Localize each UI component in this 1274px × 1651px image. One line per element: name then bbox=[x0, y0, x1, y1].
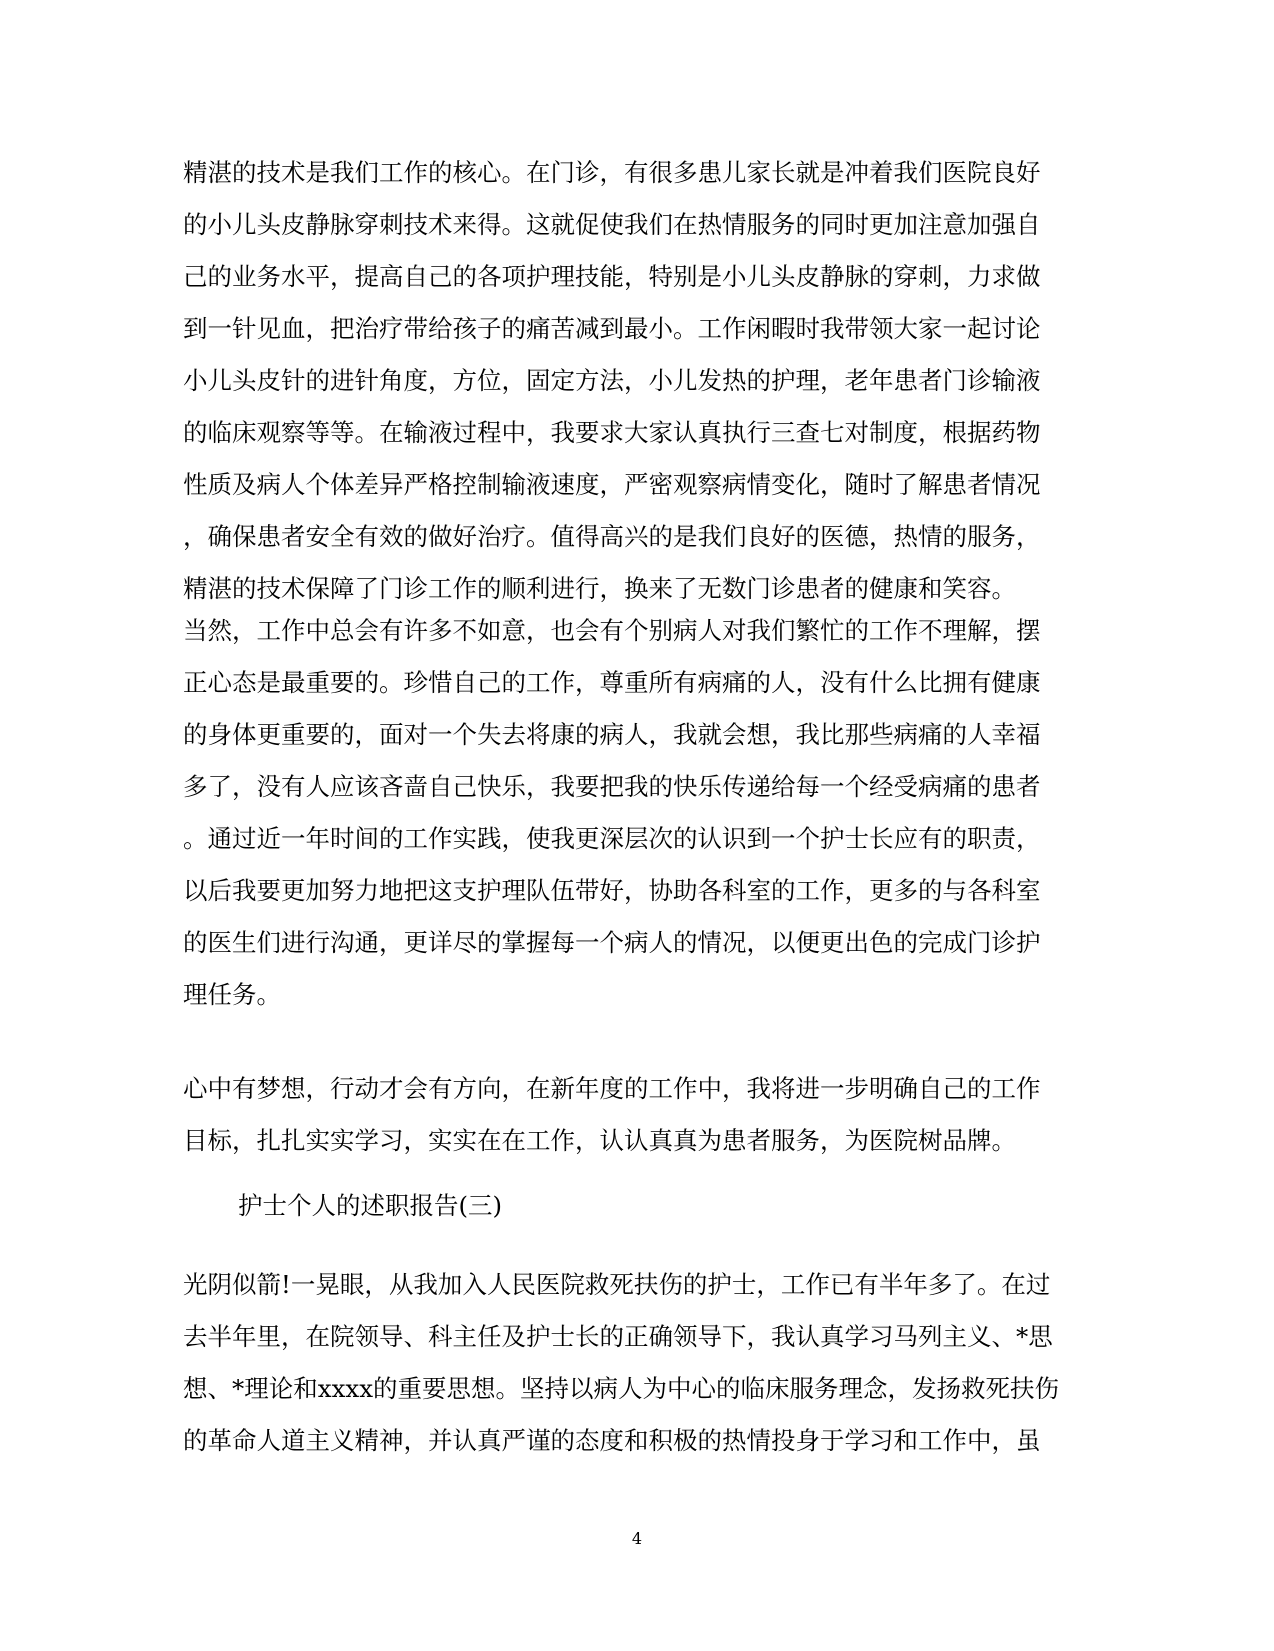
text-line: 心中有梦想，行动才会有方向，在新年度的工作中，我将进一步明确自己的工作 bbox=[183, 1074, 1041, 1103]
text-line: 去半年里，在院领导、科主任及护士长的正确领导下，我认真学习马列主义、*思 bbox=[183, 1322, 1053, 1351]
text-line: 小儿头皮针的进针角度，方位，固定方法，小儿发热的护理，老年患者门诊输液 bbox=[183, 366, 1041, 395]
text-line: 的革命人道主义精神，并认真严谨的态度和积极的热情投身于学习和工作中，虽 bbox=[183, 1426, 1041, 1455]
paragraph-3 bbox=[183, 1063, 1063, 1167]
text-line: 的身体更重要的，面对一个失去将康的病人，我就会想，我比那些病痛的人幸福 bbox=[183, 720, 1041, 749]
text-line: 光阴似箭!一晃眼，从我加入人民医院救死扶伤的护士，工作已有半年多了。在过 bbox=[183, 1270, 1051, 1299]
paragraph-4 bbox=[183, 1259, 1063, 1467]
text-line: 性质及病人个体差异严格控制输液速度，严密观察病情变化，随时了解患者情况 bbox=[183, 470, 1041, 499]
text-line: 。通过近一年时间的工作实践，使我更深层次的认识到一个护士长应有的职责， bbox=[183, 824, 1041, 853]
text-line: 己的业务水平，提高自己的各项护理技能，特别是小儿头皮静脉的穿刺，力求做 bbox=[183, 262, 1041, 291]
text-line: 精湛的技术保障了门诊工作的顺利进行，换来了无数门诊患者的健康和笑容。 bbox=[183, 574, 1016, 603]
text-line: 想、*理论和xxxx的重要思想。坚持以病人为中心的临床服务理念，发扬救死扶伤 bbox=[183, 1374, 1060, 1403]
paragraph-1 bbox=[183, 147, 1063, 615]
text-line: 的小儿头皮静脉穿刺技术来得。这就促使我们在热情服务的同时更加注意加强自 bbox=[183, 210, 1041, 239]
text-line: 多了，没有人应该吝啬自己快乐，我要把我的快乐传递给每一个经受病痛的患者 bbox=[183, 772, 1041, 801]
text-line: 正心态是最重要的。珍惜自己的工作，尊重所有病痛的人，没有什么比拥有健康 bbox=[183, 668, 1041, 697]
text-line: ，确保患者安全有效的做好治疗。值得高兴的是我们良好的医德，热情的服务， bbox=[183, 522, 1041, 551]
section-heading: 护士个人的述职报告(三) bbox=[238, 1191, 503, 1220]
text-line: 理任务。 bbox=[183, 980, 281, 1009]
paragraph-2 bbox=[183, 605, 1063, 1021]
page-number: 4 bbox=[631, 1529, 643, 1548]
text-line: 的临床观察等等。在输液过程中，我要求大家认真执行三查七对制度，根据药物 bbox=[183, 418, 1041, 447]
text-line: 当然，工作中总会有许多不如意，也会有个别病人对我们繁忙的工作不理解，摆 bbox=[183, 616, 1041, 645]
text-line: 的医生们进行沟通，更详尽的掌握每一个病人的情况，以便更出色的完成门诊护 bbox=[183, 928, 1041, 957]
text-line: 目标，扎扎实实学习，实实在在工作，认认真真为患者服务，为医院树品牌。 bbox=[183, 1126, 1016, 1155]
text-line: 到一针见血，把治疗带给孩子的痛苦减到最小。工作闲暇时我带领大家一起讨论 bbox=[183, 314, 1041, 343]
text-line: 以后我要更加努力地把这支护理队伍带好，协助各科室的工作，更多的与各科室 bbox=[183, 876, 1041, 905]
text-line: 精湛的技术是我们工作的核心。在门诊，有很多患儿家长就是冲着我们医院良好 bbox=[183, 158, 1041, 187]
